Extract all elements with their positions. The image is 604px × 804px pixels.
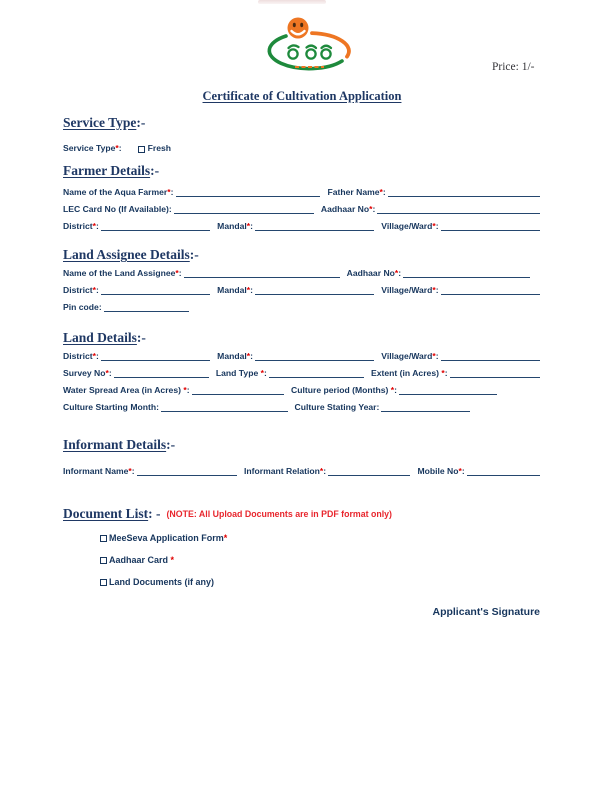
form-row <box>63 186 540 197</box>
field-blank-line[interactable] <box>255 222 374 231</box>
field-label-culture-period: Culture period (Months) *: <box>291 385 398 395</box>
field-label-village-ward: Village/Ward*: <box>381 351 439 361</box>
form-row <box>63 203 540 214</box>
document-item-label: MeeSeva Application Form* <box>109 533 228 543</box>
field-label-culture-starting-month: Culture Starting Month: <box>63 402 159 412</box>
field-label-aadhaar-no: Aadhaar No*: <box>346 268 402 278</box>
field-label-aadhaar-no: Aadhaar No*: <box>320 204 376 214</box>
section-heading-farmer-details: Farmer Details:- <box>63 163 160 178</box>
field-label-mandal: Mandal*: <box>217 221 254 231</box>
checkbox-icon[interactable] <box>100 535 107 542</box>
form-content <box>63 116 540 618</box>
field-blank-line[interactable] <box>161 403 288 412</box>
pdf-note-label: (NOTE: All Upload Documents are in PDF format only) <box>166 509 392 519</box>
field-label-father-name: Father Name*: <box>327 187 386 197</box>
section-heading-document-list: Document List: - (NOTE: All Upload Documents are in PDF format only) <box>63 506 392 521</box>
logo-telugu-text <box>288 45 331 58</box>
field-blank-line[interactable] <box>399 386 497 395</box>
scan-artifact <box>258 0 326 4</box>
form-row <box>63 220 540 231</box>
fresh-checkbox-label: Fresh <box>147 143 172 153</box>
document-checklist-item <box>100 555 540 565</box>
field-blank-line[interactable] <box>377 205 540 214</box>
form-row <box>63 384 497 395</box>
applicant-signature-label: Applicant's Signature <box>432 606 540 618</box>
field-blank-line[interactable] <box>403 269 530 278</box>
field-label-water-spread-area: Water Spread Area (in Acres) *: <box>63 385 190 395</box>
price-label: Price: 1/- <box>492 61 535 73</box>
meeseva-logo <box>266 14 352 80</box>
form-row <box>63 350 540 361</box>
field-label-mobile-no: Mobile No*: <box>417 466 465 476</box>
form-row <box>63 367 540 378</box>
field-blank-line[interactable] <box>192 386 284 395</box>
field-label-lec-card-no: LEC Card No (If Available): <box>63 204 172 214</box>
field-label-land-type: Land Type *: <box>215 368 267 378</box>
document-checklist-item <box>100 577 540 587</box>
field-blank-line[interactable] <box>104 303 189 312</box>
field-label-aqua-farmer-name: Name of the Aqua Farmer*: <box>63 187 174 197</box>
field-blank-line[interactable] <box>328 467 410 476</box>
field-label-service-type: Service Type*: <box>63 143 122 153</box>
field-blank-line[interactable] <box>441 222 540 231</box>
field-blank-line[interactable] <box>101 286 210 295</box>
form-row <box>63 301 540 312</box>
form-row <box>63 267 530 278</box>
smiley-icon <box>288 18 309 39</box>
field-blank-line[interactable] <box>441 286 540 295</box>
section-heading-land-assignee-details: Land Assignee Details:- <box>63 247 199 262</box>
field-blank-line[interactable] <box>388 188 540 197</box>
checkbox-icon[interactable] <box>100 579 107 586</box>
field-blank-line[interactable] <box>381 403 470 412</box>
document-item-label: Land Documents (if any) <box>109 577 215 587</box>
field-label-village-ward: Village/Ward*: <box>381 285 439 295</box>
service-type-row <box>63 142 540 153</box>
page-title: Certificate of Cultivation Application <box>202 89 402 103</box>
checkbox-icon[interactable] <box>100 557 107 564</box>
field-label-mandal: Mandal*: <box>217 351 254 361</box>
document-item-label: Aadhaar Card * <box>109 555 175 565</box>
field-blank-line[interactable] <box>184 269 340 278</box>
field-blank-line[interactable] <box>255 286 374 295</box>
form-row <box>63 284 540 295</box>
fresh-checkbox[interactable] <box>138 146 145 153</box>
field-blank-line[interactable] <box>137 467 237 476</box>
field-label-extent-acres: Extent (in Acres) *: <box>371 368 448 378</box>
field-blank-line[interactable] <box>255 352 374 361</box>
section-heading-informant-details: Informant Details:- <box>63 437 176 452</box>
field-blank-line[interactable] <box>101 352 210 361</box>
field-label-land-assignee-name: Name of the Land Assignee*: <box>63 268 182 278</box>
form-row <box>63 465 540 476</box>
field-blank-line[interactable] <box>114 369 209 378</box>
field-blank-line[interactable] <box>450 369 540 378</box>
field-blank-line[interactable] <box>101 222 210 231</box>
field-label-district: District*: <box>63 351 99 361</box>
section-heading-land-details: Land Details:- <box>63 330 146 345</box>
document-checklist-item <box>100 533 540 543</box>
field-label-pin-code: Pin code: <box>63 302 102 312</box>
field-label-village-ward: Village/Ward*: <box>381 221 439 231</box>
field-label-survey-no: Survey No*: <box>63 368 112 378</box>
field-label-mandal: Mandal*: <box>217 285 254 295</box>
field-label-district: District*: <box>63 221 99 231</box>
field-blank-line[interactable] <box>176 188 321 197</box>
field-blank-line[interactable] <box>174 205 314 214</box>
field-label-informant-name: Informant Name*: <box>63 466 135 476</box>
field-blank-line[interactable] <box>269 369 364 378</box>
field-label-informant-relation: Informant Relation*: <box>244 466 327 476</box>
section-heading-service-type: Service Type:- <box>63 115 146 130</box>
field-blank-line[interactable] <box>467 467 540 476</box>
field-blank-line[interactable] <box>441 352 540 361</box>
field-label-district: District*: <box>63 285 99 295</box>
field-label-culture-stating-year: Culture Stating Year: <box>294 402 380 412</box>
form-row <box>63 401 470 412</box>
